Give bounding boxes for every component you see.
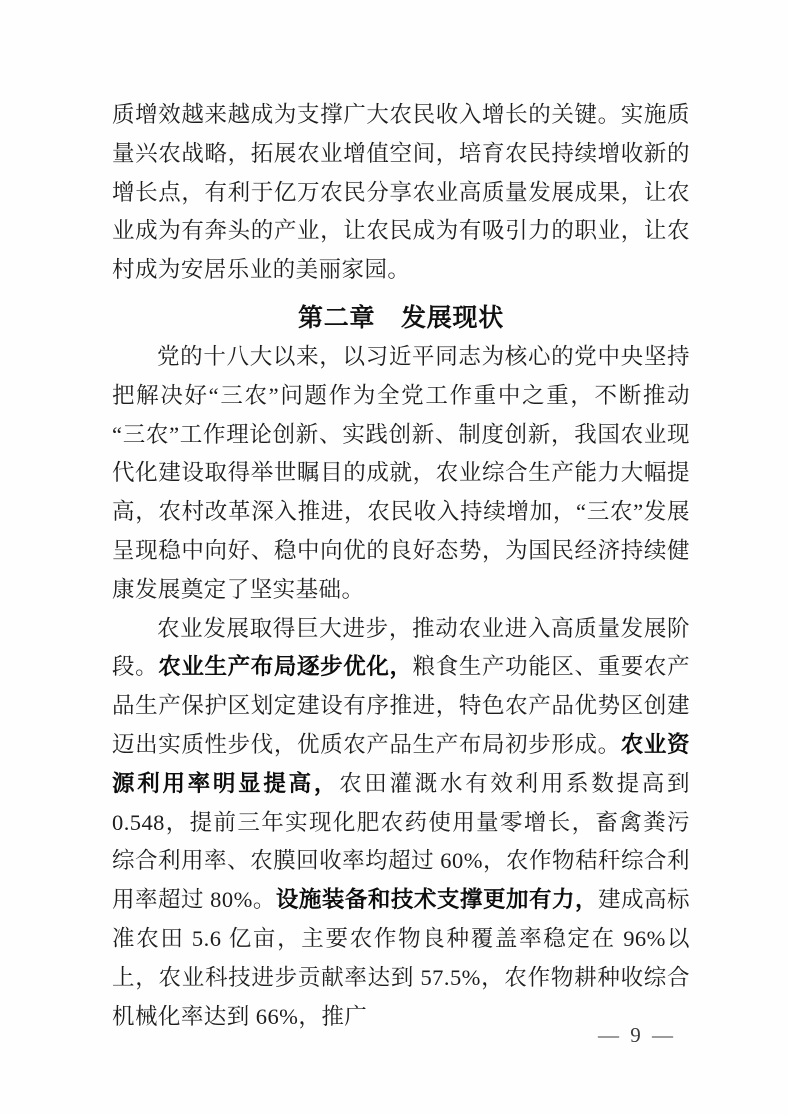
text-run: 粮食生产功能区、重要农产品生产保护区划定建设有序推进，特色农产品优势区创建迈出实质性步伐，优质农产品生产布局初步形成。 [112,654,691,757]
paragraph-continuation: 质增效越来越成为支撑广大农民收入增长的关键。实施质量兴农战略，拓展农业增值空间，培育农民持续增收新的增长点，有利于亿万农民分享农业高质量发展成果，让农业成为有奔头的产业，让农民成为有吸引力的职业，让农村成为安居乐业的美丽家园。 [112,102,690,283]
text-run: 农业发展取得巨大进步，推动农业进入高质量发展阶段。 [112,615,690,680]
page-number: — 9 — [598,1023,676,1047]
text-block [112,96,690,1036]
paragraph-overview: 党的十八大以来，以习近平同志为核心的党中央坚持把解决好“三农”问题作为全党工作重中之重，不断推动“三农”工作理论创新、实践创新、制度创新，我国农业现代化建设取得举世瞩目的成就，农业综合生产能力大幅提高，农村改革深入推进，农民收入持续增加，“三农”发展呈现稳中向好、稳中向优的良好态势，为国民经济持续健康发展奠定了坚实基础。 [112,343,690,602]
text-run: 农田灌溉水有效利用系数提高到 0.548，提前三年实现化肥农药使用量零增长，畜禽粪污综合利用率、农膜回收率均超过 60%，农作物秸秆综合利用率超过 80%。 [112,770,690,913]
text-run: 建成高标准农田 5.6 亿亩，主要农作物良种覆盖率稳定在 96%以上，农业科技进步贡献率达到 57.5%，农作物耕种收综合机械化率达到 66%，推广 [112,887,690,1029]
chapter-heading: 第二章 发展现状 [297,303,504,332]
paragraph-achievements [112,610,690,1037]
bold-run-resource-utilization: 农业资源利用率明显提高， [112,731,691,796]
bold-run-production-layout: 农业生产布局逐步优化， [158,654,413,680]
bold-run-equipment-technology: 设施装备和技术支撑更加有力， [275,887,598,913]
